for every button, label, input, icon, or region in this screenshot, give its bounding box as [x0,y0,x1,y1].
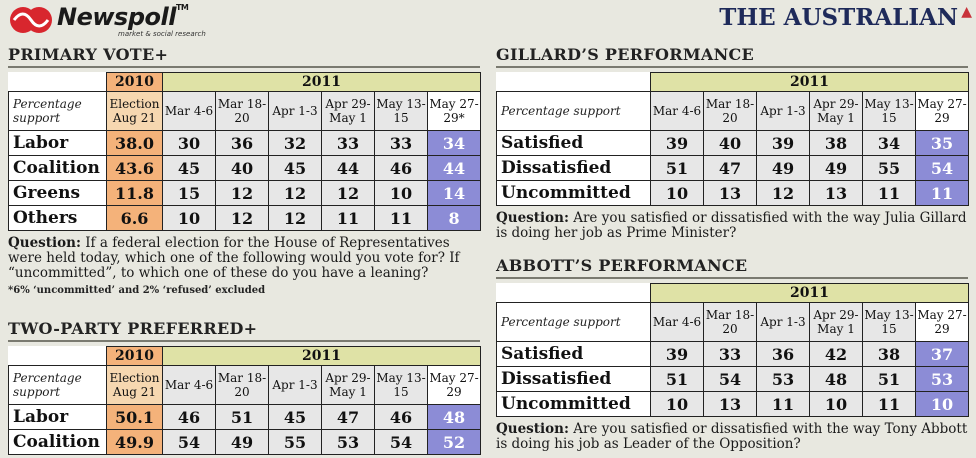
row-label: Coalition [9,430,107,455]
row-label: Satisfied [497,131,651,156]
divider [8,340,480,342]
question-body: If a federal election for the House of Representatives were held today, which one of the following would you vote for? If “uncommitted”, to which one of these do you have a leaning? [8,235,460,281]
value-cell: 45 [269,156,322,181]
section-title: TWO-PARTY PREFERRED+ [8,319,258,338]
value-cell: 11 [863,392,916,417]
blank-cell [497,284,651,303]
column-header: Apr 1-3 [757,303,810,342]
value-cell: 51 [651,367,704,392]
label-header: Percentage support [9,92,107,131]
year-row [9,347,481,366]
value-cell: 46 [375,405,428,430]
value-cell: 53 [916,367,969,392]
value-cell: 10 [375,181,428,206]
value-cell: 52 [428,430,481,455]
value-cell: 11 [757,392,810,417]
question-body: Are you satisfied or dissatisfied with the way Tony Abbott is doing his job as Leader of the Opposition? [496,421,968,452]
year-2011: 2011 [651,73,969,92]
section-title: GILLARD’S PERFORMANCE [496,45,755,64]
value-cell: 13 [810,181,863,206]
value-cell: 44 [322,156,375,181]
value-cell: 49 [810,156,863,181]
question-text [8,236,480,281]
section-title: ABBOTT’S PERFORMANCE [496,256,748,275]
abbott-section [496,255,968,452]
value-cell: 55 [863,156,916,181]
question-text [496,422,968,452]
two-party-table [8,346,481,455]
column-header: May 13-15 [863,303,916,342]
column-header: Apr 29- May 1 [810,303,863,342]
logo-name: Newspoll™ [57,3,189,31]
section-title: PRIMARY VOTE+ [8,45,169,64]
value-cell: 10 [651,181,704,206]
table-row [497,181,969,206]
table-row [497,392,969,417]
column-header: Mar 4-6 [651,92,704,131]
primary-vote-table [8,72,481,231]
blank-cell [9,347,107,366]
value-cell: 36 [216,131,269,156]
table-row [9,181,481,206]
abbott-table [496,283,969,417]
blank-cell [9,73,107,92]
value-cell: 12 [216,181,269,206]
value-cell: 39 [651,131,704,156]
value-cell: 11.8 [107,181,163,206]
value-cell: 11 [375,206,428,231]
header [0,0,976,44]
value-cell: 33 [322,131,375,156]
question-label: Question: [8,235,81,251]
label-header: Percentage support [497,92,651,131]
column-header: Apr 1-3 [757,92,810,131]
value-cell: 33 [375,131,428,156]
year-row [9,73,481,92]
column-header: Mar 18-20 [216,366,269,405]
blank-cell [497,73,651,92]
table-row [9,430,481,455]
value-cell: 12 [216,206,269,231]
column-header: Apr 1-3 [269,92,322,131]
column-header: Apr 1-3 [269,366,322,405]
value-cell: 47 [322,405,375,430]
label-header: Percentage support [9,366,107,405]
column-header: May 27-29* [428,92,481,131]
value-cell: 33 [704,342,757,367]
value-cell: 38.0 [107,131,163,156]
value-cell: 44 [428,156,481,181]
table-row [497,131,969,156]
two-party-section [8,318,480,455]
publication-title: THE AUSTRALIAN [719,4,958,31]
value-cell: 30 [163,131,216,156]
column-header: Mar 4-6 [651,303,704,342]
label-header: Percentage support [497,303,651,342]
year-2011: 2011 [651,284,969,303]
gillard-table [496,72,969,206]
column-header: May 27-29 [916,303,969,342]
column-header: May 27-29 [916,92,969,131]
newspoll-logo-icon [8,4,54,36]
value-cell: 45 [163,156,216,181]
value-cell: 14 [428,181,481,206]
year-2010: 2010 [107,73,163,92]
row-label: Uncommitted [497,181,651,206]
primary-vote-section [8,44,480,296]
year-row [497,284,969,303]
value-cell: 34 [428,131,481,156]
table-row [497,367,969,392]
table-row [497,156,969,181]
year-2011: 2011 [163,73,481,92]
value-cell: 32 [269,131,322,156]
table-row [9,156,481,181]
divider [496,66,968,68]
row-label: Labor [9,405,107,430]
value-cell: 49.9 [107,430,163,455]
logo-subtitle: market & social research [118,30,206,38]
value-cell: 54 [704,367,757,392]
column-header: Apr 29- May 1 [322,92,375,131]
divider [8,66,480,68]
value-cell: 40 [216,156,269,181]
gillard-section [496,44,968,241]
column-header: May 13-15 [375,92,428,131]
value-cell: 13 [704,392,757,417]
value-cell: 45 [269,405,322,430]
column-header: Mar 4-6 [163,366,216,405]
value-cell: 10 [651,392,704,417]
row-label: Dissatisfied [497,156,651,181]
table-row [9,405,481,430]
row-label: Greens [9,181,107,206]
divider [496,277,968,279]
column-header: Mar 18-20 [704,92,757,131]
value-cell: 40 [704,131,757,156]
table-row [497,342,969,367]
value-cell: 10 [810,392,863,417]
column-header: Apr 29- May 1 [322,366,375,405]
value-cell: 53 [757,367,810,392]
value-cell: 6.6 [107,206,163,231]
value-cell: 39 [757,131,810,156]
row-label: Others [9,206,107,231]
column-header-row [497,92,969,131]
value-cell: 43.6 [107,156,163,181]
value-cell: 10 [916,392,969,417]
value-cell: 49 [216,430,269,455]
value-cell: 13 [704,181,757,206]
value-cell: 46 [163,405,216,430]
question-text [496,211,968,241]
value-cell: 38 [810,131,863,156]
logo-trademark: TM [175,3,189,12]
column-header-row [9,366,481,405]
column-header-row [9,92,481,131]
value-cell: 48 [428,405,481,430]
column-header: Mar 18-20 [216,92,269,131]
value-cell: 34 [863,131,916,156]
table-row [9,131,481,156]
column-header: May 13-15 [863,92,916,131]
value-cell: 54 [916,156,969,181]
value-cell: 12 [269,181,322,206]
column-header: May 13-15 [375,366,428,405]
value-cell: 10 [163,206,216,231]
question-label: Question: [496,210,569,226]
question-label: Question: [496,421,569,437]
question-body: Are you satisfied or dissatisfied with the way Julia Gillard is doing her job as Prime Minister? [496,210,967,241]
value-cell: 42 [810,342,863,367]
value-cell: 12 [757,181,810,206]
column-header-row [497,303,969,342]
value-cell: 48 [810,367,863,392]
value-cell: 35 [916,131,969,156]
value-cell: 47 [704,156,757,181]
table-row [9,206,481,231]
year-row [497,73,969,92]
value-cell: 50.1 [107,405,163,430]
column-header: Apr 29- May 1 [810,92,863,131]
value-cell: 36 [757,342,810,367]
value-cell: 54 [163,430,216,455]
year-2010: 2010 [107,347,163,366]
value-cell: 51 [216,405,269,430]
value-cell: 11 [916,181,969,206]
value-cell: 15 [163,181,216,206]
value-cell: 46 [375,156,428,181]
column-header: Mar 18-20 [704,303,757,342]
row-label: Coalition [9,156,107,181]
value-cell: 38 [863,342,916,367]
year-2011: 2011 [163,347,481,366]
value-cell: 8 [428,206,481,231]
footnote: *6% ‘uncommitted’ and 2% ‘refused’ excluded [8,285,266,296]
value-cell: 53 [322,430,375,455]
value-cell: 55 [269,430,322,455]
column-header: Election Aug 21 [107,366,163,405]
value-cell: 11 [863,181,916,206]
value-cell: 54 [375,430,428,455]
value-cell: 12 [269,206,322,231]
row-label: Satisfied [497,342,651,367]
row-label: Labor [9,131,107,156]
row-label: Uncommitted [497,392,651,417]
value-cell: 51 [863,367,916,392]
column-header: Mar 4-6 [163,92,216,131]
value-cell: 37 [916,342,969,367]
column-header: Election Aug 21 [107,92,163,131]
column-header: May 27-29 [428,366,481,405]
value-cell: 51 [651,156,704,181]
value-cell: 49 [757,156,810,181]
row-label: Dissatisfied [497,367,651,392]
value-cell: 11 [322,206,375,231]
value-cell: 39 [651,342,704,367]
value-cell: 12 [322,181,375,206]
map-icon: ▲ [961,4,972,20]
